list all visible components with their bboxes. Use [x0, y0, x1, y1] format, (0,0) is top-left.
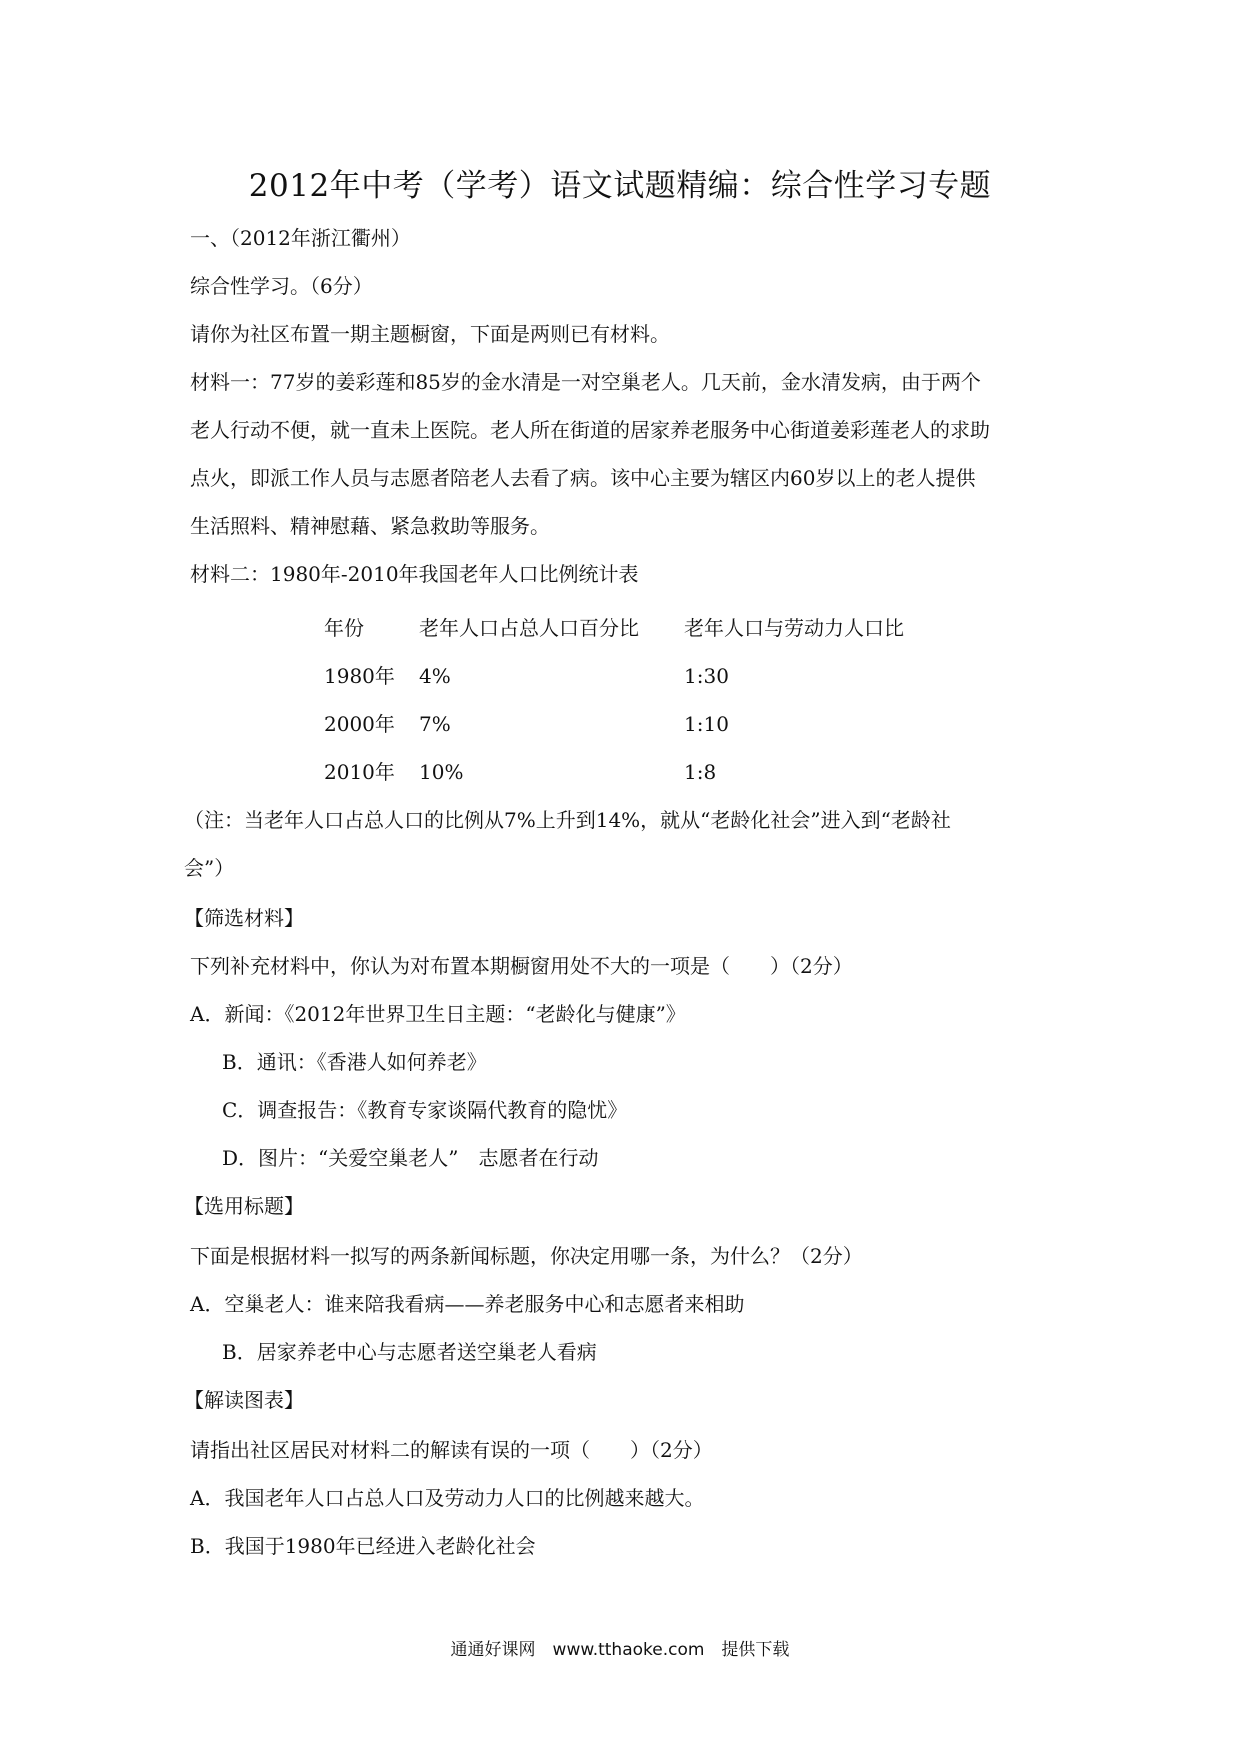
table-header-row [324, 614, 1024, 642]
q1-option: A．新闻：《2012年世界卫生日主题：“老龄化与健康”》 [190, 1002, 686, 1026]
table-row [324, 662, 1024, 690]
q1-heading: 【筛选材料】 [184, 906, 304, 930]
table-row [324, 758, 1024, 786]
q1-option: D．图片：“关爱空巢老人” 志愿者在行动 [222, 1146, 599, 1170]
table-cell: 2000年 [324, 712, 395, 736]
q3-option: A．我国老年人口占总人口及劳动力人口的比例越来越大。 [190, 1486, 705, 1510]
task-label: 综合性学习。（6分） [190, 274, 373, 298]
table-header: 老年人口与劳动力人口比 [684, 616, 904, 640]
table-header: 年份 [324, 616, 364, 640]
material2-heading: 材料二：1980年-2010年我国老年人口比例统计表 [190, 562, 639, 586]
q1-option: C．调查报告：《教育专家谈隔代教育的隐忧》 [222, 1098, 628, 1122]
table-cell: 2010年 [324, 760, 395, 784]
table-cell: 1:30 [684, 664, 729, 688]
table-cell: 1:8 [684, 760, 717, 784]
material1-line: 材料一：77岁的姜彩莲和85岁的金水清是一对空巢老人。几天前，金水清发病，由于两个 [190, 370, 981, 394]
material1-line: 点火，即派工作人员与志愿者陪老人去看了病。该中心主要为辖区内60岁以上的老人提供 [190, 466, 976, 490]
q1-prompt: 下列补充材料中，你认为对布置本期橱窗用处不大的一项是（ ）（2分） [190, 954, 853, 978]
table-cell: 7% [419, 712, 451, 736]
note-line: （注：当老年人口占总人口的比例从7%上升到14%，就从“老龄化社会”进入到“老龄社 [184, 808, 951, 832]
table-cell: 1980年 [324, 664, 395, 688]
table-row [324, 710, 1024, 738]
table-cell: 1:10 [684, 712, 729, 736]
q2-heading: 【选用标题】 [184, 1194, 304, 1218]
material1-line: 老人行动不便，就一直未上医院。老人所在街道的居家养老服务中心街道姜彩莲老人的求助 [190, 418, 990, 442]
q2-option: B．居家养老中心与志愿者送空巢老人看病 [222, 1340, 597, 1364]
table-cell: 10% [419, 760, 464, 784]
page-title: 2012年中考（学考）语文试题精编：综合性学习专题 [248, 168, 992, 204]
table-header: 老年人口占总人口百分比 [419, 616, 639, 640]
q1-option: B．通讯：《香港人如何养老》 [222, 1050, 487, 1074]
q3-option: B．我国于1980年已经进入老龄化社会 [190, 1534, 536, 1558]
footer-source: 通通好课网 www.tthaoke.com 提供下载 [450, 1640, 790, 1660]
intro-text: 请你为社区布置一期主题橱窗，下面是两则已有材料。 [190, 322, 670, 346]
table-cell: 4% [419, 664, 451, 688]
material1-line: 生活照料、精神慰藉、紧急救助等服务。 [190, 514, 550, 538]
q2-prompt: 下面是根据材料一拟写的两条新闻标题，你决定用哪一条，为什么？（2分） [190, 1244, 863, 1268]
q3-heading: 【解读图表】 [184, 1388, 304, 1412]
q3-prompt: 请指出社区居民对材料二的解读有误的一项（ ）（2分） [190, 1438, 713, 1462]
section-heading: 一、（2012年浙江衢州） [190, 226, 411, 250]
q2-option: A．空巢老人：谁来陪我看病——养老服务中心和志愿者来相助 [190, 1292, 745, 1316]
note-line: 会”） [184, 856, 235, 880]
